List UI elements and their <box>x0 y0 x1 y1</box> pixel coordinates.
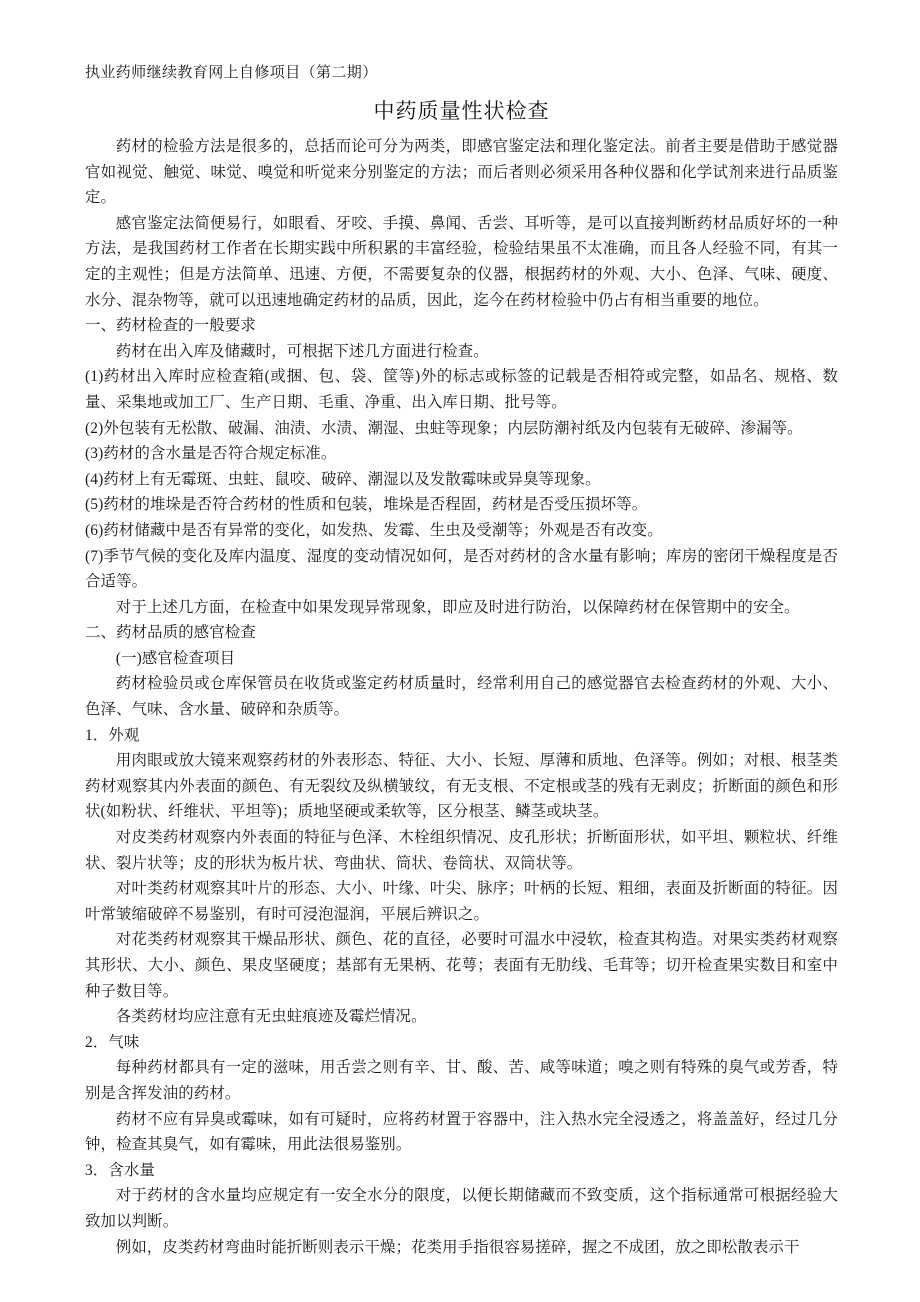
body-paragraph: 用肉眼或放大镜来观察药材的外表形态、特征、大小、长短、厚薄和质地、色泽等。例如；对根、根茎类药材观察其内外表面的颜色、有无裂纹及纵横皱纹，有无支根、不定根或茎的残有无剥皮；折断面的颜色和形状(如粉状、纤维状、平坦等)；质地坚硬或柔软等，区分根茎、鳞茎或块茎。 <box>85 752 838 821</box>
checklist-item: (3)药材的含水量是否符合规定标准。 <box>85 445 337 463</box>
document-header: 执业药师继续教育网上自修项目（第二期） <box>85 65 378 81</box>
body-paragraph: 每种药材都具有一定的滋味，用舌尝之则有辛、甘、酸、苦、咸等味道；嗅之则有特殊的臭气或芳香，特别是含挥发油的药材。 <box>85 1059 838 1102</box>
body-paragraph: 药材检验员或仓库保管员在收货或鉴定药材质量时，经常利用自己的感觉器官去检查药材的外观、大小、色泽、气味、含水量、破碎和杂质等。 <box>85 675 838 719</box>
checklist-item: (1)药材出入库时应检查箱(或捆、包、袋、筐等)外的标志或标签的记载是否相符或完整，如品名、规格、数量、采集地或加工厂、生产日期、毛重、净重、出入库日期、批号等。 <box>85 368 838 411</box>
section-heading: 一、药材检查的一般要求 <box>85 317 256 335</box>
numbered-heading: 1．外观 <box>85 726 140 744</box>
body-paragraph: 药材在出入库及储藏时，可根据下述几方面进行检查。 <box>115 342 489 360</box>
body-paragraph: 对叶类药材观察其叶片的形态、大小、叶缘、叶尖、脉序；叶柄的长短、粗细，表面及折断面的特征。因叶常皱缩破碎不易鉴别，有时可浸泡湿润，平展后辨识之。 <box>85 880 838 923</box>
body-paragraph: 药材不应有异臭或霉味，如有可疑时，应将药材置于容器中，注入热水完全浸透之，将盖盖好，经过几分钟，检查其臭气，如有霉味，用此法很易鉴别。 <box>85 1110 838 1154</box>
numbered-heading: 2．气味 <box>85 1033 140 1051</box>
checklist-item: (6)药材储藏中是否有异常的变化，如发热、发霉、生虫及受潮等；外观是否有改变。 <box>85 521 663 539</box>
body-paragraph: 对皮类药材观察内外表面的特征与色泽、木栓组织情况、皮孔形状；折断面形状，如平坦、颗粒状、纤维状、裂片状等；皮的形状为板片状、弯曲状、筒状、卷筒状、双筒状等。 <box>85 829 838 872</box>
body-paragraph: 对于上述几方面，在检查中如果发现异常现象，即应及时进行防治，以保障药材在保管期中的安全。 <box>115 598 800 616</box>
checklist-item: (4)药材上有无霉斑、虫蛀、鼠咬、破碎、潮湿以及发散霉味或异臭等现象。 <box>85 470 601 488</box>
checklist-item: (5)药材的堆垛是否符合药材的性质和包装，堆垛是否程固，药材是否受压损坏等。 <box>85 496 648 514</box>
body-paragraph: 对于药材的含水量均应规定有一安全水分的限度，以便长期储藏而不致变质，这个指标通常可根据经验大致加以判断。 <box>85 1187 838 1230</box>
page-title: 中药质量性状检查 <box>373 99 550 123</box>
body-paragraph: 例如，皮类药材弯曲时能折断则表示干燥；花类用手指很容易搓碎，握之不成团，放之即松散表示干 <box>115 1238 800 1256</box>
section-heading: 二、药材品质的感官检查 <box>85 624 256 642</box>
document-body <box>85 134 838 1260</box>
body-paragraph: 各类药材均应注意有无虫蛀痕迹及霉烂情况。 <box>115 1008 427 1026</box>
body-paragraph: 感官鉴定法简便易行，如眼看、牙咬、手摸、鼻闻、舌尝、耳听等，是可以直接判断药材品质好坏的一种方法，是我国药材工作者在长期实践中所积累的丰富经验，检验结果虽不太准确，而且各人经验不同，有其一定的主观性；但是方法简单、迅速、方便，不需要复杂的仪器，根据药材的外观、大小、色泽、气味、硬度、水分、混杂物等，就可以迅速地确定药材的品质，因此，迄今在药材检验中仍占有相当重要的地位。 <box>85 214 838 309</box>
checklist-item: (7)季节气候的变化及库内温度、湿度的变动情况如何，是否对药材的含水量有影响；库房的密闭干燥程度是否合适等。 <box>85 547 838 591</box>
body-paragraph: 药材的检验方法是很多的，总括而论可分为两类，即感官鉴定法和理化鉴定法。前者主要是借助于感觉器官如视觉、触觉、味觉、嗅觉和听觉来分别鉴定的方法；而后者则必须采用各种仪器和化学试剂来进行品质鉴定。 <box>85 138 838 207</box>
body-paragraph: 对花类药材观察其干燥品形状、颜色、花的直径，必要时可温水中浸软，检查其构造。对果实类药材观察其形状、大小、颜色、果皮坚硬度；基部有无果柄、花萼；表面有无肋线、毛茸等；切开检查果实数目和室中种子数目等。 <box>85 931 838 1000</box>
numbered-heading: 3．含水量 <box>85 1161 156 1179</box>
checklist-item: (2)外包装有无松散、破漏、油渍、水渍、潮湿、虫蛀等现象；内层防潮衬纸及内包装有无破碎、渗漏等。 <box>85 419 803 437</box>
subsection-heading: (一)感官检查项目 <box>115 649 236 667</box>
